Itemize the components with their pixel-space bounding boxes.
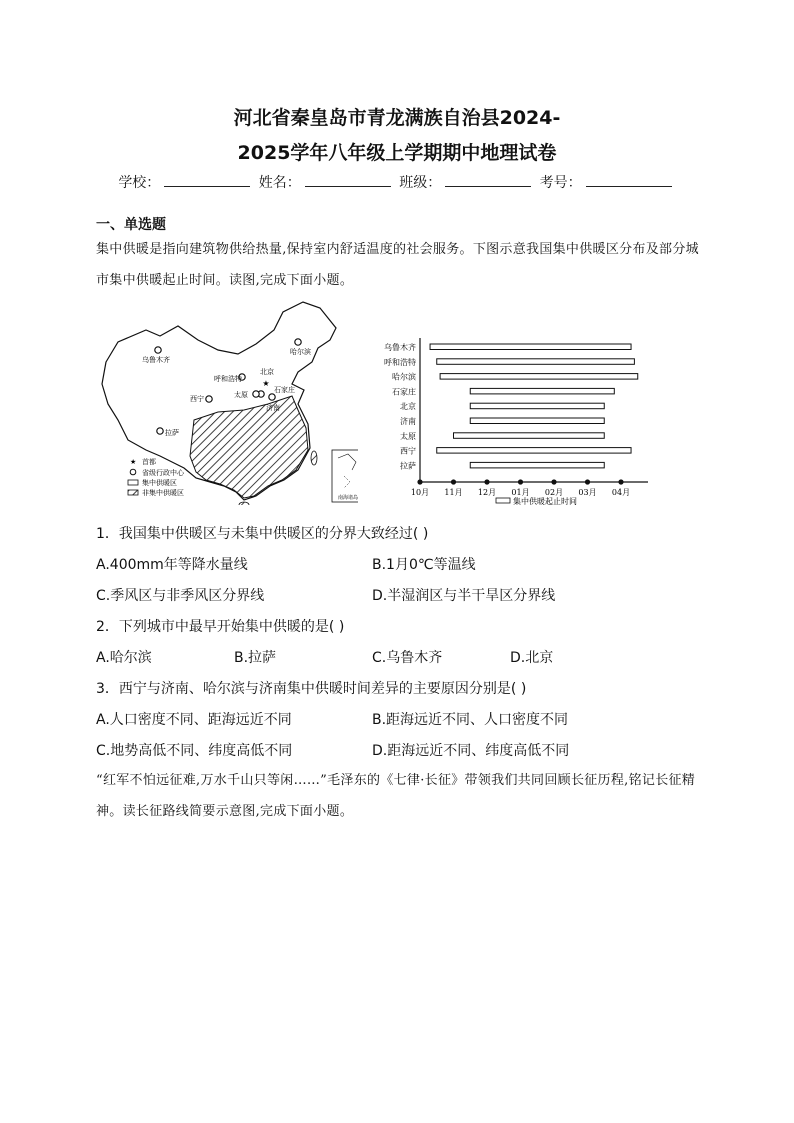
question-2-option-b[interactable]: B.拉萨 xyxy=(234,650,277,666)
south-china-sea-inset xyxy=(332,450,358,502)
heating-bar-6 xyxy=(454,433,605,439)
question-2-option-d[interactable]: D.北京 xyxy=(510,650,554,666)
question-1-option-a[interactable]: A.400mm年等降水量线 xyxy=(96,557,248,573)
question-2-stem: 2．下列城市中最早开始集中供暖的是( ) xyxy=(96,619,345,635)
school-blank[interactable] xyxy=(164,174,250,187)
map-svg xyxy=(98,300,358,505)
question-1-option-c[interactable]: C.季风区与非季风区分界线 xyxy=(96,588,265,604)
heating-bar-3 xyxy=(470,388,614,394)
legend-heating-area: 集中供暖区 xyxy=(142,479,177,487)
name-blank[interactable] xyxy=(305,174,391,187)
question-1-option-d[interactable]: D.半湿润区与半干旱区分界线 xyxy=(372,588,556,604)
exam-title-line1: 河北省秦皇岛市青龙满族自治县2024- xyxy=(233,107,561,129)
question-2-option-c[interactable]: C.乌鲁木齐 xyxy=(372,650,443,666)
heating-bar-1 xyxy=(437,359,635,365)
class-label: 班级： xyxy=(399,175,442,191)
question-2-option-a[interactable]: A.哈尔滨 xyxy=(96,650,152,666)
category-label-4: 北京 xyxy=(400,402,416,412)
x-tick-label-0: 10月 xyxy=(410,488,430,497)
exam-number-label: 考号： xyxy=(539,175,582,191)
name-label: 姓名： xyxy=(258,175,301,191)
chart-legend-swatch xyxy=(496,498,510,503)
category-label-0: 乌鲁木齐 xyxy=(384,343,416,352)
question-3-stem: 3．西宁与济南、哈尔滨与济南集中供暖时间差异的主要原因分别是( ) xyxy=(96,681,527,697)
heating-bar-5 xyxy=(470,418,604,424)
category-label-6: 太原 xyxy=(400,431,416,441)
question-3-option-b[interactable]: B.距海远近不同、人口密度不同 xyxy=(372,712,569,728)
china-heating-map xyxy=(98,300,358,505)
legend-provincial-capital: 省级行政中心 xyxy=(142,469,184,477)
city-label-shijiazhuang: 石家庄 xyxy=(274,386,295,394)
city-label-lhasa: 拉萨 xyxy=(165,429,179,437)
heating-period-chart xyxy=(368,334,653,510)
question-3-option-d[interactable]: D.距海远近不同、纬度高低不同 xyxy=(372,743,570,759)
legend-capital: 首都 xyxy=(142,458,156,466)
heating-bar-8 xyxy=(470,462,604,468)
exam-title-line2: 2025学年八年级上学期期中地理试卷 xyxy=(237,142,557,164)
x-tick-label-6: 04月 xyxy=(611,488,631,497)
city-label-jinan: 济南 xyxy=(266,404,280,412)
section-heading: 一、单选题 xyxy=(96,217,166,233)
chart-legend-label: 集中供暖起止时间 xyxy=(513,497,577,506)
x-tick-label-5: 03月 xyxy=(578,488,597,497)
x-tick-dot-3 xyxy=(518,479,523,484)
class-blank[interactable] xyxy=(445,174,531,187)
category-label-1: 呼和浩特 xyxy=(384,357,416,367)
school-label: 学校： xyxy=(118,175,161,191)
x-tick-label-1: 11月 xyxy=(444,488,463,497)
x-tick-label-2: 12月 xyxy=(477,488,497,497)
city-label-xining: 西宁 xyxy=(190,395,204,403)
city-label-harbin: 哈尔滨 xyxy=(290,348,311,356)
intro-paragraph-2: “红军不怕远征难,万水千山只等闲……”毛泽东的《七律·长征》带领我们共同回顾长征历程,铭记长征精神。读长征路线简要示意图,完成下面小题。 xyxy=(96,773,696,819)
student-info xyxy=(0,172,794,192)
x-tick-dot-0 xyxy=(417,479,422,484)
heating-bar-2 xyxy=(440,374,638,380)
city-label-urumqi: 乌鲁木齐 xyxy=(142,356,170,364)
heating-bar-7 xyxy=(437,448,631,454)
category-label-5: 济南 xyxy=(400,417,416,426)
category-label-2: 哈尔滨 xyxy=(392,372,416,382)
city-label-taiyuan: 太原 xyxy=(234,391,248,399)
x-tick-dot-4 xyxy=(551,479,556,484)
heating-bar-0 xyxy=(430,344,631,350)
question-1-stem: 1．我国集中供暖区与未集中供暖区的分界大致经过( ) xyxy=(96,526,429,542)
x-tick-dot-5 xyxy=(585,479,590,484)
question-1-option-b[interactable]: B.1月0℃等温线 xyxy=(372,557,476,573)
svg-text:★: ★ xyxy=(130,458,137,466)
x-tick-label-4: 02月 xyxy=(544,488,564,497)
svg-text:★: ★ xyxy=(262,379,270,388)
x-tick-dot-6 xyxy=(618,479,623,484)
legend-non-heating-area: 非集中供暖区 xyxy=(142,489,184,497)
category-label-8: 拉萨 xyxy=(400,461,416,471)
inset-label: 南海诸岛 xyxy=(338,495,358,501)
category-label-7: 西宁 xyxy=(400,446,416,456)
category-label-3: 石家庄 xyxy=(392,387,416,397)
heating-bar-4 xyxy=(470,403,604,409)
question-3-option-c[interactable]: C.地势高低不同、纬度高低不同 xyxy=(96,743,293,759)
city-label-beijing: 北京 xyxy=(260,368,274,376)
intro-paragraph-1: 集中供暖是指向建筑物供给热量,保持室内舒适温度的社会服务。下图示意我国集中供暖区分布及部分城市集中供暖起止时间。读图,完成下面小题。 xyxy=(96,242,699,288)
x-tick-dot-1 xyxy=(451,479,456,484)
x-tick-label-3: 01月 xyxy=(511,488,530,497)
chart-svg xyxy=(368,334,653,510)
exam-number-blank[interactable] xyxy=(586,174,672,187)
question-3-option-a[interactable]: A.人口密度不同、距海远近不同 xyxy=(96,712,292,728)
x-tick-dot-2 xyxy=(484,479,489,484)
city-label-hohhot: 呼和浩特 xyxy=(214,375,242,383)
